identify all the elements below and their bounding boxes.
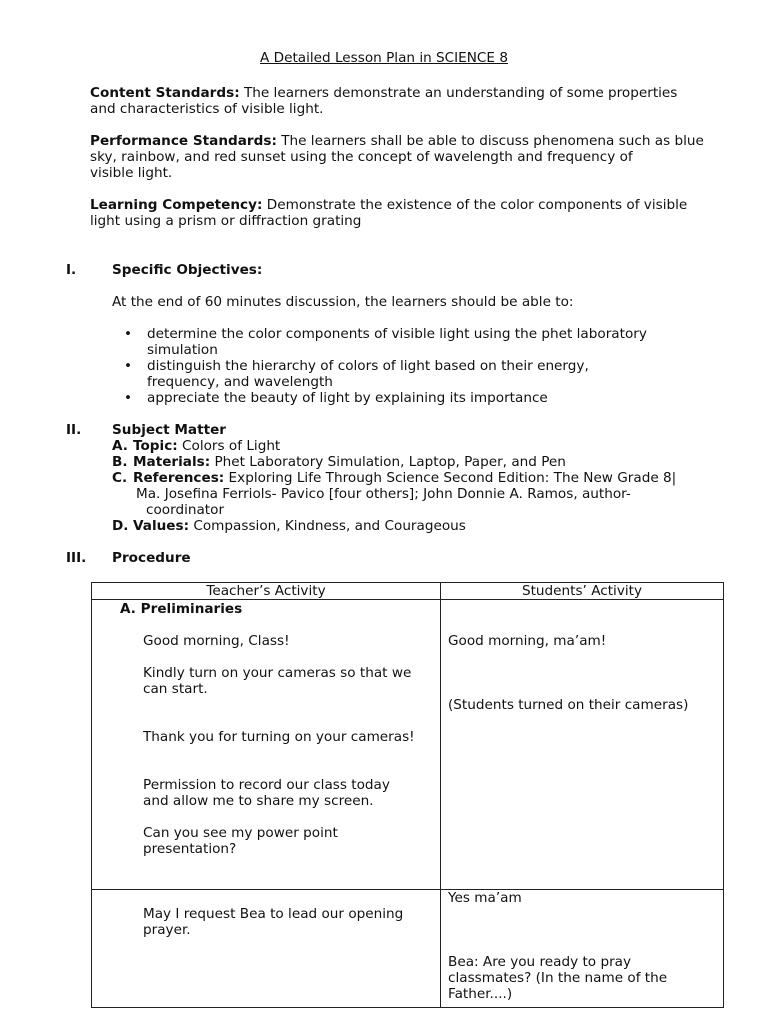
objective-item (147, 326, 707, 358)
students-activity-header: Students’ Activity (441, 583, 724, 600)
section-number-2: II. (66, 422, 82, 438)
learning-competency-label: Learning Competency: (90, 197, 263, 213)
teacher-line: and allow me to share my screen. (143, 793, 374, 809)
table-header-row (92, 583, 724, 600)
subject-value: Phet Laboratory Simulation, Laptop, Paper, and Pen (210, 454, 566, 470)
student-line: classmates? (In the name of the (448, 970, 668, 986)
subject-materials (133, 454, 723, 470)
subject-values (133, 518, 723, 534)
teacher-line: Thank you for turning on your cameras! (143, 729, 415, 745)
subject-value-continued: coordinator (146, 502, 225, 518)
teacher-line: presentation? (143, 841, 237, 857)
learning-competency-text-2: light using a prism or diffraction grating (90, 213, 362, 229)
teacher-activity-header: Teacher’s Activity (92, 583, 441, 600)
bullet-marker: • (124, 326, 133, 342)
subject-topic (133, 438, 723, 454)
table-row (92, 890, 724, 1008)
objective-item (147, 390, 707, 406)
student-line: Father....) (448, 986, 513, 1002)
section-number-1: I. (66, 262, 77, 278)
teacher-activity-cell (92, 890, 441, 1008)
section-title-subject-matter: Subject Matter (112, 422, 226, 438)
procedure-table (91, 582, 724, 1008)
subject-label: References: (133, 470, 225, 486)
student-line: Bea: Are you ready to pray (448, 954, 632, 970)
subject-references (133, 470, 723, 518)
subject-value-continued: Ma. Josefina Ferriols- Pavico [four others]; John Donnie A. Ramos, author- (136, 486, 631, 502)
student-line: Yes ma’am (448, 890, 522, 906)
performance-standards-label: Performance Standards: (90, 133, 277, 149)
performance-standards-text-1: The learners shall be able to discuss phenomena such as blue (276, 133, 704, 149)
performance-standards-text-3: visible light. (90, 165, 173, 181)
subject-letter: B. (112, 454, 128, 470)
learning-competency (90, 197, 730, 229)
teacher-line: Good morning, Class! (143, 633, 290, 649)
content-standards (90, 85, 730, 117)
objective-item-line: frequency, and wavelength (147, 374, 333, 390)
objective-item-line: appreciate the beauty of light by explaining its importance (147, 390, 548, 406)
content-standards-text-2: and characteristics of visible light. (90, 101, 324, 117)
teacher-line: can start. (143, 681, 208, 697)
objective-item-line: determine the color components of visible light using the phet laboratory (147, 326, 647, 342)
section-title-objectives: Specific Objectives: (112, 262, 263, 278)
subject-letter: C. (112, 470, 128, 486)
students-activity-cell (441, 890, 724, 1008)
learning-competency-text-1: Demonstrate the existence of the color components of visible (262, 197, 688, 213)
performance-standards-text-2: sky, rainbow, and red sunset using the concept of wavelength and frequency of (90, 149, 633, 165)
preliminaries-heading: A. Preliminaries (120, 601, 243, 617)
bullet-marker: • (124, 390, 133, 406)
objective-item-line: simulation (147, 342, 218, 358)
bullet-marker: • (124, 358, 133, 374)
subject-label: Values: (133, 518, 190, 534)
student-line: Good morning, ma’am! (448, 633, 607, 649)
table-row (92, 600, 724, 890)
performance-standards (90, 133, 730, 181)
subject-label: Topic: (133, 438, 178, 454)
teacher-line: Permission to record our class today (143, 777, 390, 793)
subject-value: Exploring Life Through Science Second Edition: The New Grade 8| (224, 470, 677, 486)
content-standards-text-1: The learners demonstrate an understanding of some properties (239, 85, 678, 101)
objective-item (147, 358, 707, 390)
teacher-line: May I request Bea to lead our opening (143, 906, 404, 922)
section-title-procedure: Procedure (112, 550, 191, 566)
subject-letter: D. (112, 518, 129, 534)
students-activity-cell (441, 600, 724, 890)
objectives-intro: At the end of 60 minutes discussion, the learners should be able to: (112, 294, 574, 310)
objective-item-line: distinguish the hierarchy of colors of light based on their energy, (147, 358, 589, 374)
teacher-activity-cell (92, 600, 441, 890)
document-title: A Detailed Lesson Plan in SCIENCE 8 (260, 50, 508, 66)
student-line: (Students turned on their cameras) (448, 697, 689, 713)
subject-label: Materials: (133, 454, 211, 470)
teacher-line: Kindly turn on your cameras so that we (143, 665, 412, 681)
section-number-3: III. (66, 550, 87, 566)
subject-value: Compassion, Kindness, and Courageous (189, 518, 466, 534)
teacher-line: prayer. (143, 922, 191, 938)
teacher-line: Can you see my power point (143, 825, 338, 841)
subject-value: Colors of Light (177, 438, 281, 454)
content-standards-label: Content Standards: (90, 85, 240, 101)
subject-letter: A. (112, 438, 128, 454)
